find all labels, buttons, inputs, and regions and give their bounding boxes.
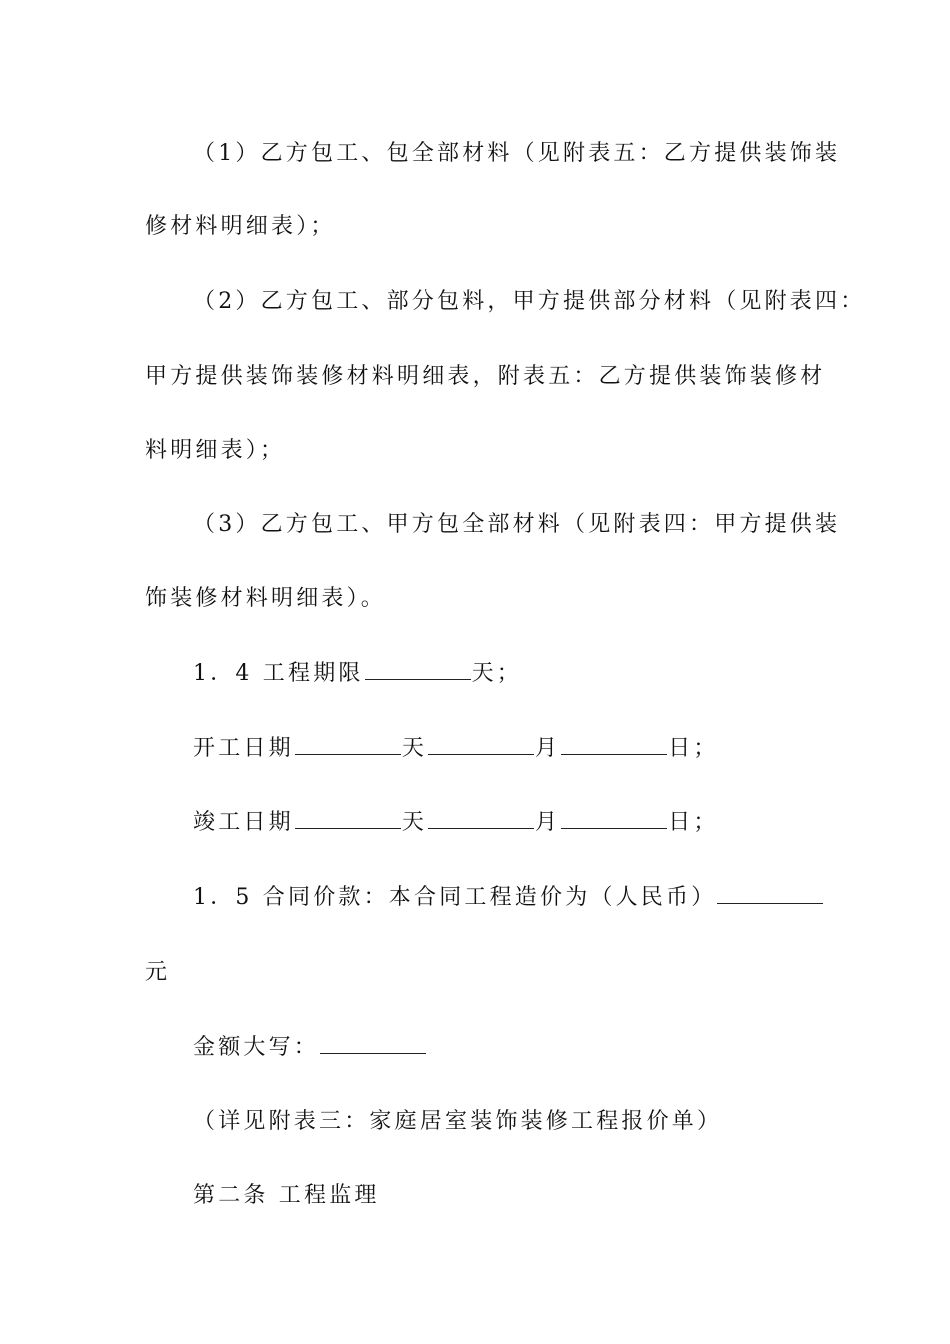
price-line [193,883,824,913]
start-date-blank [561,734,667,755]
start-date-part: 日； [668,736,719,761]
end-date-blank [295,808,401,829]
end-date-part: 天 [401,810,428,835]
end-date-part: 日； [668,810,719,835]
amount-blank [320,1033,426,1054]
note-line: （详见附表三：家庭居室装饰装修工程报价单） [193,1109,723,1134]
end-date-blank [561,808,667,829]
term-line [193,659,522,689]
start-date-line [193,734,719,764]
paragraph-line: （1）乙方包工、包全部材料（见附表五：乙方提供装饰装 [193,141,841,166]
price-unit-line: 元 [145,960,171,985]
paragraph-line: 甲方提供装饰装修材料明细表，附表五：乙方提供装饰装修材 [145,364,826,389]
start-date-label: 开工日期 [193,736,294,761]
start-date-blank [428,734,534,755]
amount-label: 金额大写： [193,1035,320,1060]
paragraph-line: 饰装修材料明细表）。 [145,586,387,611]
price-blank [717,883,823,904]
term-blank [365,659,471,680]
start-date-blank [295,734,401,755]
term-label: 1．4 工程期限 [193,661,364,686]
article-heading: 第二条 工程监理 [193,1183,380,1208]
paragraph-line: 修材料明细表）； [145,214,336,239]
start-date-part: 天 [401,736,428,761]
end-date-part: 月 [535,810,561,835]
paragraph-line: 料明细表）； [145,438,286,463]
end-date-blank [428,808,534,829]
end-date-line [193,808,719,838]
start-date-part: 月 [535,736,561,761]
price-text: 1．5 合同价款：本合同工程造价为（人民币） [193,885,717,910]
amount-line [193,1033,427,1063]
end-date-label: 竣工日期 [193,810,294,835]
paragraph-line: （2）乙方包工、部分包料，甲方提供部分材料（见附表四： [193,289,866,314]
term-unit: 天； [471,661,522,686]
paragraph-line: （3）乙方包工、甲方包全部材料（见附表四：甲方提供装 [193,512,841,537]
